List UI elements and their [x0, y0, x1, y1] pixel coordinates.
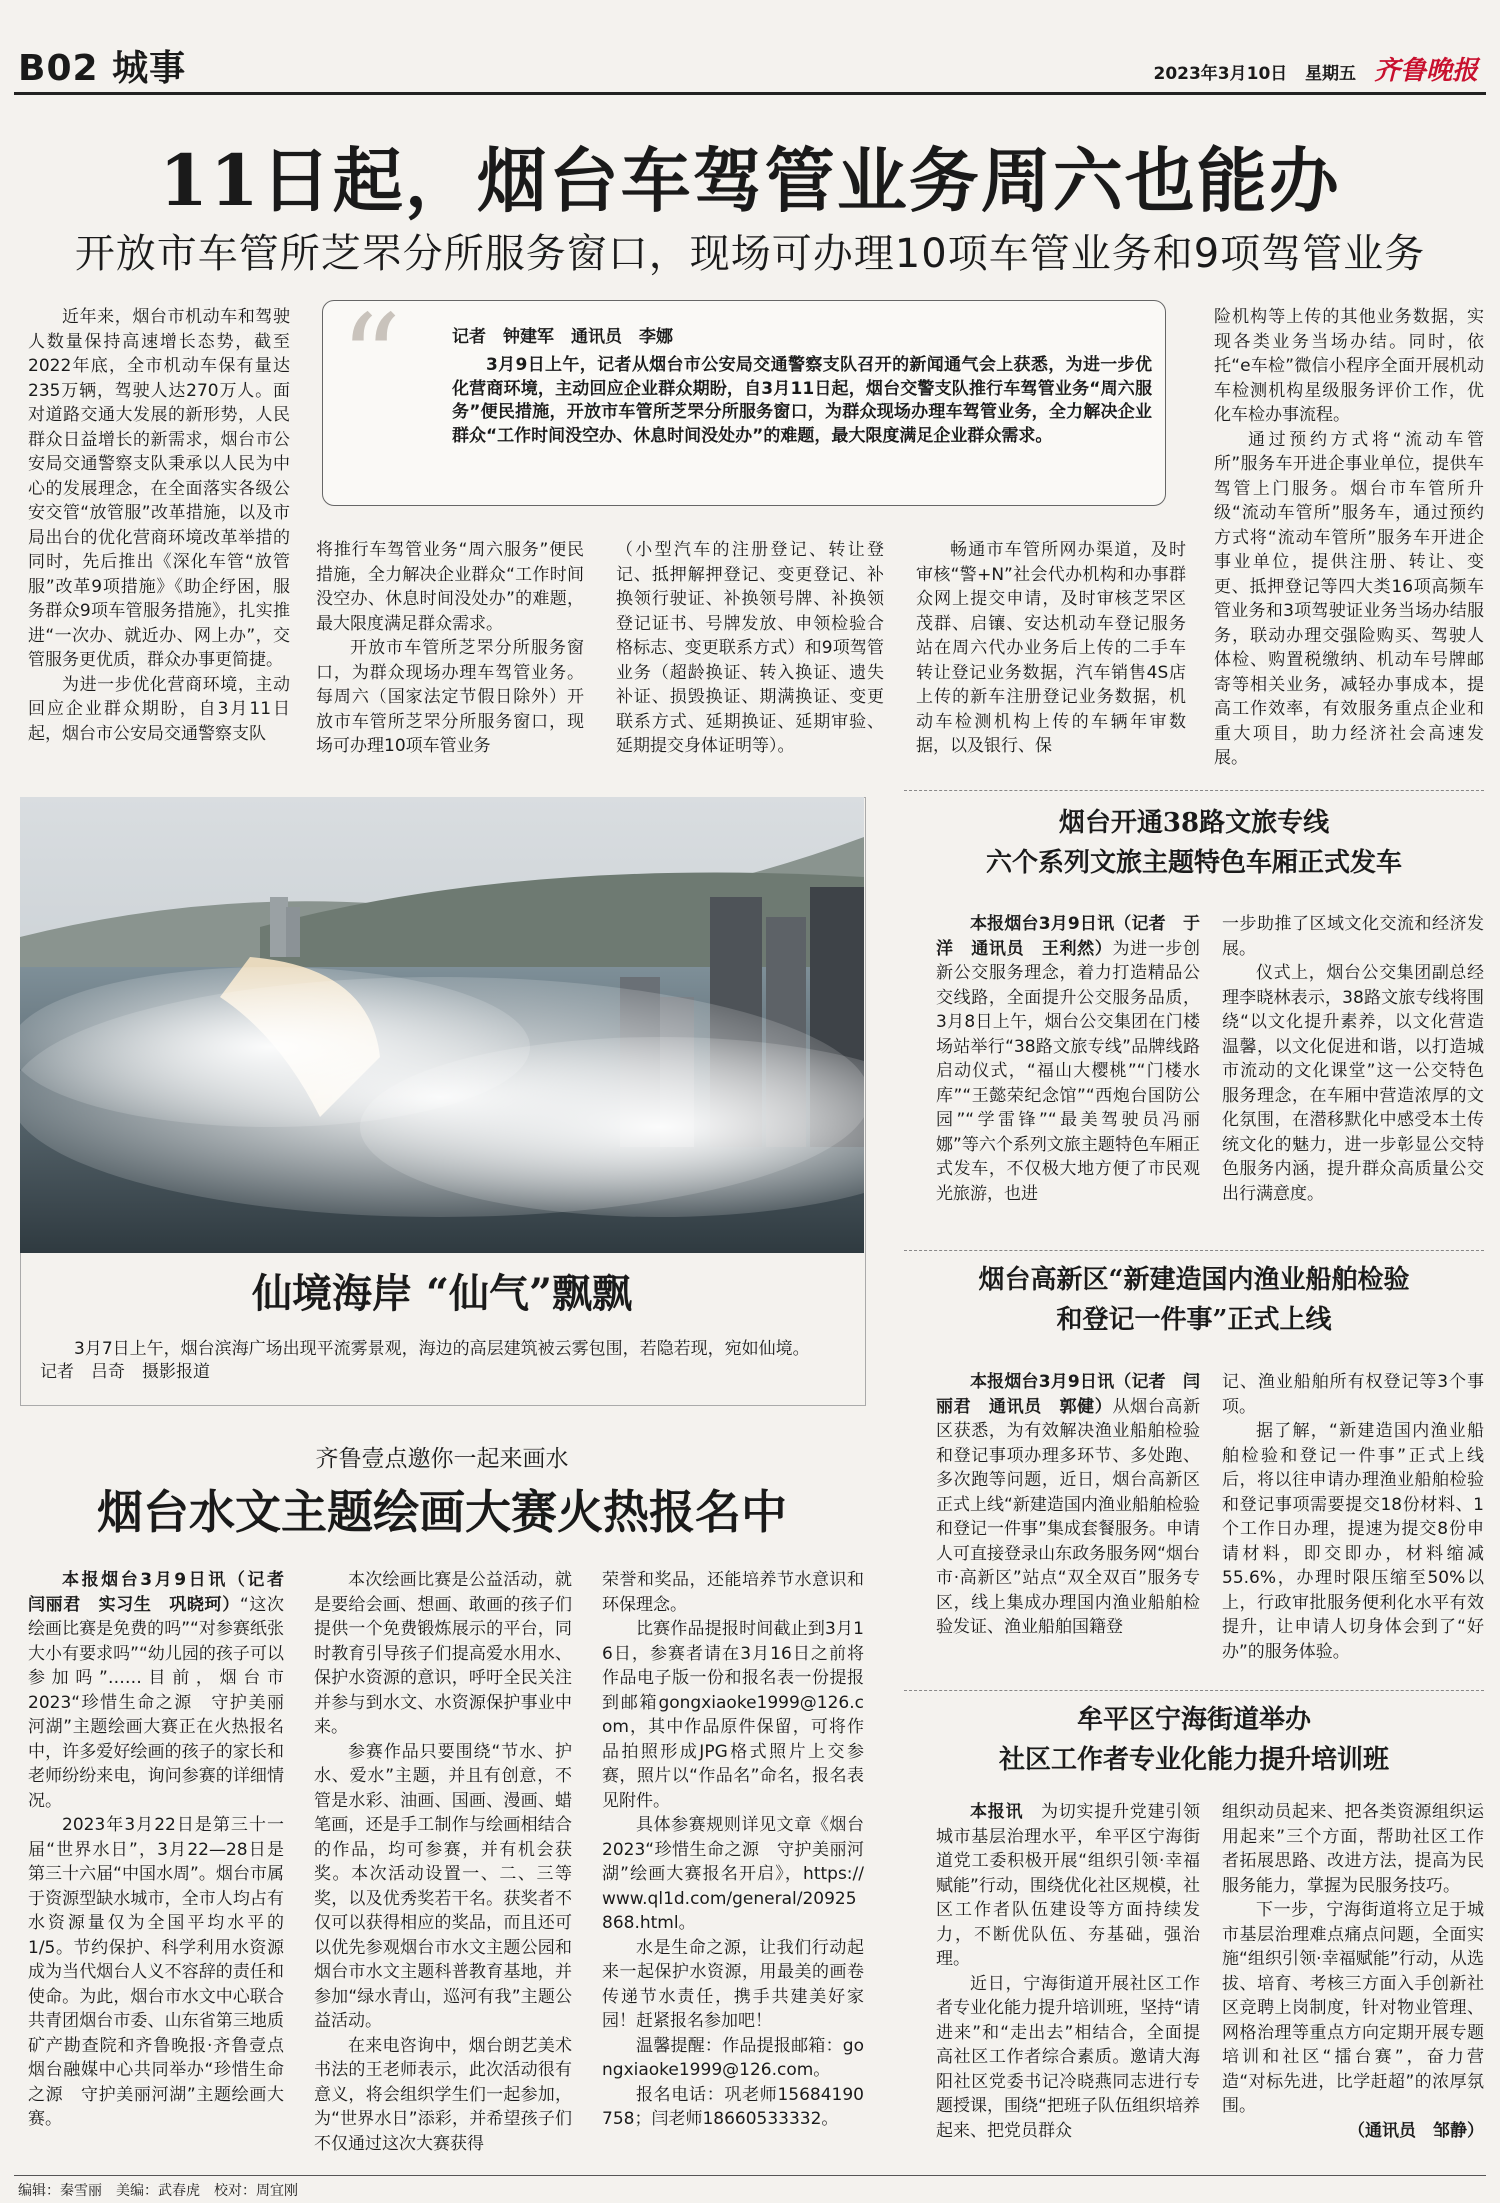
paragraph-text: 为切实提升党建引领城市基层治理水平，牟平区宁海街道党工委积极开展“组织引领·幸福赋能”行动，围绕优化社区规模，社区工作者队伍建设等方面持续发力，不断优队伍、夯基础，强治理。	[936, 1802, 1200, 1969]
title-line: 牟平区宁海街道举办	[1076, 1705, 1311, 1735]
paragraph: 水是生命之源，让我们行动起来一起保护水资源，用最美的画卷传递节水责任，携手共建美好家园！赶紧报名参加吧！	[602, 1937, 864, 2031]
paragraph: 将推行车驾管业务“周六服务”便民措施，全力解决企业群众“工作时间没空办、休息时间没处办”的难题，最大限度满足群众需求。	[316, 540, 584, 634]
bus-story-title	[904, 803, 1484, 883]
paragraph: 报名电话：巩老师15684190758；闫老师18660533332。	[602, 2084, 864, 2129]
main-story-col-1	[28, 305, 290, 746]
paragraph-text: “这次绘画比赛是免费的吗”“对参赛纸张大小有要求吗”“幼儿园的孩子可以参加吗”……目前，烟台市2023“珍惜生命之源 守护美丽河湖”主题绘画大赛正在火热报名中，许多爱好绘画的孩子的家长和老师纷纷来电，询问参赛的详细情况。	[28, 1594, 284, 1811]
art-story-kicker: 齐鲁壹点邀你一起来画水	[315, 1446, 569, 1472]
paragraph	[28, 1568, 301, 1813]
paragraph	[936, 1370, 1200, 1640]
paragraph: 组织动员起来、把各类资源组织运用起来”三个方面，帮助社区工作者拓展思路、改进方法，提高为民服务能力，掌握为民服务技巧。	[1222, 1802, 1484, 1896]
main-story-col-5	[1214, 305, 1484, 771]
art-story-col-1	[28, 1568, 301, 2132]
paragraph-text: 为进一步创新公交服务理念，着力打造精品公交线路，全面提升公交服务品质，3月8日上午，烟台公交集团在门楼场站举行“38路文旅专线”品牌线路启动仪式，“福山大樱桃”“门楼水库”“王懿荣纪念馆”“西炮台国防公园”“学雷锋”“最美驾驶员冯丽娜”等六个系列文旅主题特色车厢正式发车，不仅极大地方便了市民观光旅游，也进	[936, 938, 1201, 1204]
dateline: 本报烟台3月9日讯（记者 闫丽君 通讯员 郭健）	[936, 1372, 1200, 1417]
quote-mark-icon: “	[340, 290, 402, 429]
footer-rule	[14, 2175, 1486, 2176]
lead-paragraph: 3月9日上午，记者从烟台市公安局交通警察支队召开的新闻通气会上获悉，为进一步优化营商环境，主动回应企业群众期盼，自3月11日起，烟台交警支队推行车驾管业务“周六服务”便民措施，开放市车管所芝罘分所服务窗口，为群众现场办理车驾管业务，全力解决企业群众“工作时间没空办、休息时间没处办”的难题，最大限度满足企业群众需求。	[452, 355, 1152, 446]
paragraph: 仪式上，烟台公交集团副总经理李晓林表示，38路文旅专线将围绕“以文化提升素养，以文化营造温馨，以文化促进和谐，以打造城市流动的文化课堂”这一公交特色服务理念，在车厢中营造浓厚的文化氛围，在潜移默化中感受本土传统文化的魅力，进一步彰显公交特色服务内涵，提升群众高质量公交出行满意度。	[1222, 963, 1484, 1204]
bus-story-col-2	[1222, 912, 1484, 1206]
title-line: 烟台高新区“新建造国内渔业船舶检验	[978, 1265, 1410, 1295]
paragraph: 据了解，“新建造国内渔业船舶检验和登记一件事”正式上线后，将以往申请办理渔业船舶检验和登记事项需要提交18份材料、1个工作日办理，提速为提交8份申请材料，即交即办，材料缩减55.6%，办理时限压缩至50%以上，行政审批服务便利化水平有效提升，让申请人切身体会到了“好办”的服务体验。	[1222, 1421, 1484, 1662]
paragraph: 畅通市车管所网办渠道，及时审核“警+N”社会代办机构和办事群众网上提交申请，及时审核芝罘区茂群、启镶、安达机动车登记服务站在周六代办业务后上传的二手车转让登记业务数据，汽车销售4S店上传的新车注册登记业务数据，机动车检测机构上传的车辆年审数据，以及银行、保	[916, 540, 1186, 756]
paragraph-text: 从烟台高新区获悉，为有效解决渔业船舶检验和登记事项办理多环节、多处跑、多次跑等问题，近日，烟台高新区正式上线“新建造国内渔业船舶检验和登记一件事”集成套餐服务。申请人可直接登录山东政务服务网“烟台市·高新区”站点“双全双百”服务专区，线上集成办理国内渔业船舶检验发证、渔业船舶国籍登	[936, 1396, 1201, 1637]
paragraph: 通过预约方式将“流动车管所”服务车开进企事业单位，提供车驾管上门服务。烟台市车管所升级“流动车管所”服务车，通过预约方式将“流动车管所”服务车开进企事业单位，提供注册、转让、变更、抵押登记等四大类16项高频车管业务和3项驾驶证业务当场办结服务，联动办理交强险购买、驾驶人体检、购置税缴纳、机动车号牌邮寄等相关业务，减轻办事成本，提高工作效率，有效服务重点企业和重大项目，助力经济社会高速发展。	[1214, 429, 1484, 768]
photo-credit: 记者 吕奇 摄影报道	[40, 1362, 210, 1382]
bus-story-col-1	[936, 912, 1200, 1206]
paragraph: 具体参赛规则详见文章《烟台2023“珍惜生命之源 守护美丽河湖”绘画大赛报名开启》，https://www.ql1d.com/general/20925868.html。	[602, 1815, 864, 1933]
masthead-info	[1153, 50, 1478, 87]
divider	[904, 1690, 1484, 1691]
paragraph: 开放市车管所芝罘分所服务窗口，为群众现场办理车驾管业务。每周六（国家法定节假日除外）开放市车管所芝罘分所服务窗口，现场可办理10项车管业务	[316, 638, 584, 756]
paragraph: 本次绘画比赛是公益活动，就是要给会画、想画、敢画的孩子们提供一个免费锻炼展示的平台，同时教育引导孩子们提高爱水用水、保护水资源的意识，呼吁全民关注并参与到水文、水资源保护事业中来。	[314, 1570, 572, 1737]
issue-weekday: 星期五	[1305, 64, 1357, 84]
dateline: 本报烟台3月9日讯（记者 于洋 通讯员 王利然）	[936, 914, 1200, 959]
paragraph: 近日，宁海街道开展社区工作者专业化能力提升培训班，坚持“请进来”和“走出去”相结合，全面提高社区工作者综合素质。邀请大海阳社区党委书记冷晓燕同志进行专题授课，围绕“把班子队伍组织培养起来、把党员群众	[936, 1973, 1200, 2141]
main-story-col-4	[916, 538, 1186, 759]
sea-fog-photo	[20, 797, 864, 1253]
paragraph: （小型汽车的注册登记、转让登记、抵押解押登记、变更登记、补换领行驶证、补换领号牌、补换领登记证书、号牌发放、申领检验合格标志、变更联系方式）和9项驾管业务（超龄换证、转入换证、遗失补证、损毁换证、期满换证、变更联系方式、延期换证、延期审验、延期提交身体证明等）。	[616, 540, 884, 756]
newspaper-logo: 齐鲁晚报	[1373, 56, 1478, 86]
ship-story-title	[904, 1260, 1484, 1340]
community-story-col-1	[936, 1800, 1200, 2143]
paragraph: 2023年3月22日是第三十一届“世界水日”，3月22—28日是第三十六届“中国水周”。烟台市属于资源型缺水城市，全市人均占有水资源量仅为全国平均水平的1/5。节约保护、科学利用水资源成为当代烟台人义不容辞的责任和使命。为此，烟台市水文中心联合共青团烟台市委、山东省第三地质矿产勘查院和齐鲁晚报·齐鲁壹点烟台融媒中心共同举办“珍惜生命之源 守护美丽河湖”主题绘画大赛。	[28, 1815, 284, 2129]
paragraph: 比赛作品提报时间截止到3月16日，参赛者请在3月16日之前将作品电子版一份和报名表一份提报到邮箱gongxiaoke1999@126.com，其中作品原件保留，可将作品拍照形成JPG格式照片上交参赛，照片以“作品名”命名，报名表见附件。	[602, 1619, 864, 1811]
art-story-col-2	[314, 1568, 572, 2156]
paragraph: 为进一步优化营商环境，主动回应企业群众期盼，自3月11日起，烟台市公安局交通警察支队	[28, 674, 290, 744]
paragraph: 险机构等上传的其他业务数据，实现各类业务当场办结。同时，依托“e车检”微信小程序全面开展机动车检测机构星级服务评价工作，优化车检办事流程。	[1214, 307, 1484, 425]
community-story-title	[904, 1700, 1484, 1780]
community-credit: （通讯员 邹静）	[1348, 2120, 1484, 2141]
title-line: 社区工作者专业化能力提升培训班	[998, 1745, 1389, 1775]
caption-text: 3月7日上午，烟台滨海广场出现平流雾景观，海边的高层建筑被云雾包围，若隐若现，宛如仙境。	[74, 1339, 810, 1359]
photo-story-caption	[40, 1338, 850, 1384]
title-line: 烟台开通38路文旅专线	[1058, 808, 1330, 838]
main-story-col-3	[616, 538, 884, 759]
main-lead	[452, 354, 1152, 448]
art-story-col-3	[602, 1568, 864, 2132]
page-section-label: B02 城事	[18, 48, 187, 89]
header-rule	[14, 92, 1486, 95]
paragraph: 记、渔业船舶所有权登记等3个事项。	[1222, 1372, 1484, 1417]
divider	[904, 790, 1484, 791]
paragraph: 在来电咨询中，烟台朗艺美术书法的王老师表示，此次活动很有意义，将会组织学生们一起参加，为“世界水日”添彩，并希望孩子们不仅通过这次大赛获得	[314, 2035, 572, 2154]
paragraph	[936, 1800, 1200, 1972]
dateline: 本报烟台3月9日讯（记者 闫丽君 实习生 巩晓珂）	[28, 1570, 301, 1615]
paragraph: 温馨提醒：作品提报邮箱：gongxiaoke1999@126.com。	[602, 2035, 864, 2080]
main-subheadline: 开放市车管所芝罘分所服务窗口，现场可办理10项车管业务和9项驾管业务	[74, 231, 1426, 277]
paragraph: 参赛作品只要围绕“节水、护水、爱水”主题，并且有创意，不管是水彩、油画、国画、漫画、蜡笔画，还是手工制作与绘画相结合的作品，均可参赛，并有机会获奖。本次活动设置一、二、三等奖，以及优秀奖若干名。获奖者不仅可以获得相应的奖品，而且还可以优先参观烟台市水文主题公园和烟台市水文主题科普教育基地，并参加“绿水青山，巡河有我”主题公益活动。	[314, 1741, 572, 2031]
paragraph	[936, 912, 1200, 1206]
ship-story-col-1	[936, 1370, 1200, 1640]
main-headline: 11日起，烟台车驾管业务周六也能办	[159, 139, 1341, 222]
main-story-col-2	[316, 538, 584, 759]
paragraph: 近年来，烟台市机动车和驾驶人数量保持高速增长态势，截至2022年底，全市机动车保有量达235万辆，驾驶人达270万人。面对道路交通大发展的新形势，人民群众日益增长的新需求，烟台市公安局交通警察支队秉承以人民为中心的发展理念，在全面落实各级公安交管“放管服”改革措施，以及市局出台的优化营商环境改革举措的同时，先后推出《深化车管“放管服”改革9项措施》《助企纾困，服务群众9项车管服务措施》，扎实推进“一次办、就近办、网上办”，交管服务更优质，群众办事更简捷。	[28, 307, 290, 670]
title-line: 六个系列文旅主题特色车厢正式发车	[985, 848, 1402, 878]
paragraph: 一步助推了区域文化交流和经济发展。	[1222, 914, 1484, 959]
ship-story-col-2	[1222, 1370, 1484, 1664]
divider	[904, 1250, 1484, 1251]
community-story-col-2	[1222, 1800, 1484, 2143]
art-story-title: 烟台水文主题绘画大赛火热报名中	[97, 1485, 787, 1539]
issue-date: 2023年3月10日	[1153, 64, 1288, 84]
title-line: 和登记一件事”正式上线	[1056, 1305, 1332, 1335]
main-byline: 记者 钟建军 通讯员 李娜	[452, 327, 673, 347]
photo-story-title: 仙境海岸 “仙气”飘飘	[252, 1270, 632, 1317]
editor-credits: 编辑：秦雪丽 美编：武春虎 校对：周宜刚	[18, 2183, 298, 2199]
paragraph: 下一步，宁海街道将立足于城市基层治理难点痛点问题，全面实施“组织引领·幸福赋能”行动，从选拔、培育、考核三方面入手创新社区竞聘上岗制度，针对物业管理、网格治理等重点方向定期开展专题培训和社区“擂台赛”，奋力营造“对标先进，比学赶超”的浓厚氛围。	[1222, 1900, 1484, 2116]
dateline: 本报讯	[970, 1802, 1024, 1822]
paragraph: 荣誉和奖品，还能培养节水意识和环保理念。	[602, 1570, 864, 1615]
